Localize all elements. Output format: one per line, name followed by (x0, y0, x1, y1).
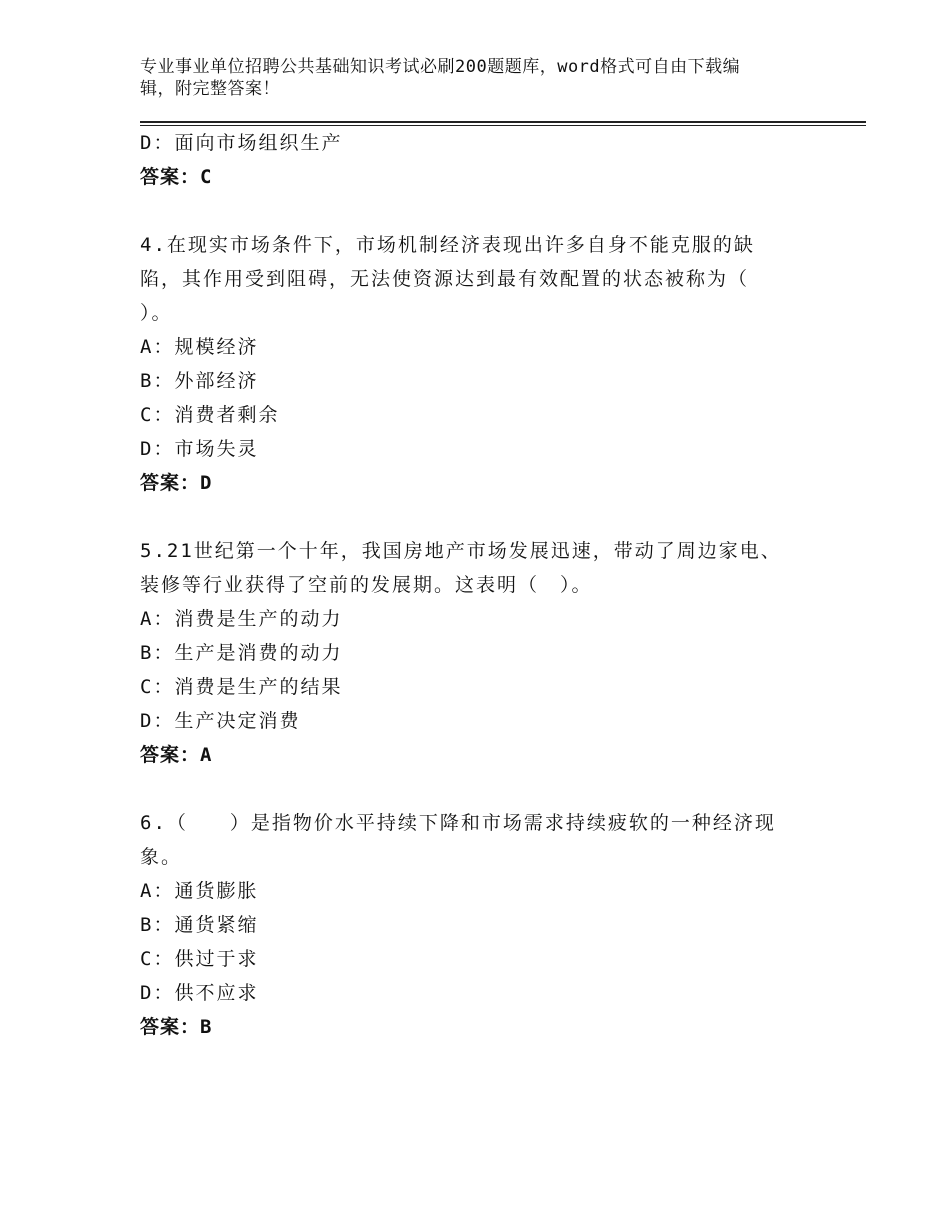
page-header (140, 56, 790, 100)
option-a: A：消费是生产的动力 (140, 608, 343, 630)
option-b: B：通货紧缩 (140, 914, 259, 936)
question-4 (140, 228, 840, 500)
question-list (140, 126, 840, 1044)
option-c: C：消费是生产的结果 (140, 676, 343, 698)
question-stem-line: 6.（ ）是指物价水平持续下降和市场需求持续疲软的一种经济现 (140, 812, 776, 834)
option-d: D：生产决定消费 (140, 710, 301, 732)
answer: 答案：D (140, 472, 213, 494)
spacer (140, 194, 840, 228)
answer: 答案：A (140, 744, 213, 766)
question-stem-line: 4.在现实市场条件下，市场机制经济表现出许多自身不能克服的缺 (140, 234, 755, 256)
question-6 (140, 806, 840, 1044)
answer: 答案：B (140, 1016, 213, 1038)
prev-answer: 答案：C (140, 166, 213, 188)
question-stem-line: ）。 (140, 302, 173, 324)
option-a: A：通货膨胀 (140, 880, 259, 902)
header-line-1: 专业事业单位招聘公共基础知识考试必刷200题题库，word格式可自由下载编 (140, 57, 741, 77)
option-c: C：消费者剩余 (140, 404, 280, 426)
question-stem-line: 装修等行业获得了空前的发展期。这表明（ ）。 (140, 574, 593, 596)
question-stem-line: 陷，其作用受到阻碍，无法使资源达到最有效配置的状态被称为（ (140, 268, 750, 290)
option-a: A：规模经济 (140, 336, 259, 358)
option-d: D：供不应求 (140, 982, 259, 1004)
option-b: B：生产是消费的动力 (140, 642, 343, 664)
option-d: D：市场失灵 (140, 438, 259, 460)
question-stem-line: 象。 (140, 846, 183, 868)
prev-option-d: D：面向市场组织生产 (140, 132, 343, 154)
spacer (140, 772, 840, 806)
option-b: B：外部经济 (140, 370, 259, 392)
header-line-2: 辑，附完整答案！ (140, 79, 280, 99)
question-5 (140, 534, 840, 772)
header-rule-thick (140, 121, 866, 123)
question-stem-line: 5.21世纪第一个十年，我国房地产市场发展迅速，带动了周边家电、 (140, 540, 782, 562)
option-c: C：供过于求 (140, 948, 259, 970)
spacer (140, 500, 840, 534)
